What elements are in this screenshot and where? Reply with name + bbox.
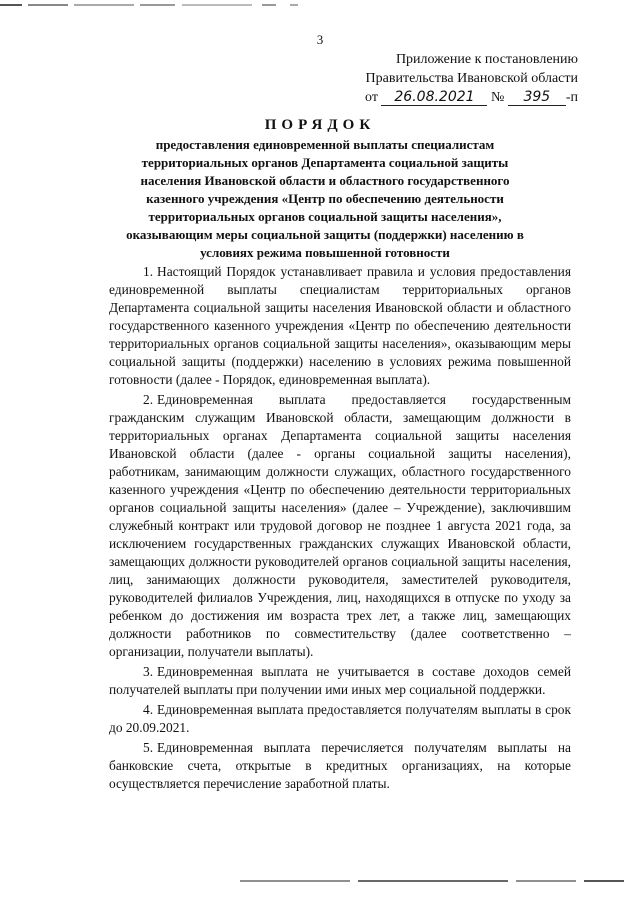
paragraph-number: 4.: [143, 702, 154, 717]
order-number-handwritten: 395: [508, 89, 566, 106]
appendix-line-1: Приложение к постановлению: [395, 52, 578, 67]
paragraph-number: 5.: [143, 740, 154, 755]
appendix-header: [365, 50, 578, 107]
order-number-sign: №: [490, 90, 505, 105]
page-number: 3: [316, 32, 324, 47]
paragraph-3: [109, 663, 571, 699]
appendix-line-2: Правительства Ивановской области: [365, 71, 578, 86]
paragraph-number: 2.: [143, 392, 154, 407]
scan-artifact-top: [0, 4, 310, 8]
paragraph-text: Настоящий Порядок устанавливает правила и условия предоставления единовременной выплаты специалистам территориальных органов Департамента социальной защиты населения Ивановской области и областного государственного казенного учреждения «Центр по обеспечению деятельности территориальных органов социальной защиты населения», оказывающим меры социальной защиты (поддержки) населению в условиях режима повышенной готовности (далее - Порядок, единовременная выплата).: [109, 264, 571, 387]
paragraph-number: 3.: [143, 664, 154, 679]
document-body: [109, 263, 571, 795]
order-from: от: [365, 90, 378, 105]
order-suffix: -п: [565, 90, 578, 105]
paragraph-5: [109, 739, 571, 793]
order-line: [365, 88, 578, 107]
paragraph-text: Единовременная выплата предоставляется получателям выплаты в срок до 20.09.2021.: [109, 702, 571, 735]
paragraph-2: [109, 391, 571, 661]
document-title: ПОРЯДОК: [264, 117, 376, 133]
order-date-handwritten: 26.08.2021: [381, 89, 487, 106]
paragraph-number: 1.: [143, 264, 154, 279]
paragraph-text: Единовременная выплата предоставляется государственным гражданским служащим Ивановской области, замещающим должности в территориальных органах Департамента социальной защиты населения Ивановской области (далее - органы социальной защиты населения), работникам, занимающим должности служащих, областного государственного казенного учреждения «Центр по обеспечению деятельности территориальных органов социальной защиты населения» (далее – Учреждение), заключившим служебный контракт или трудовой договор не позднее 1 августа 2021 года, за исключением государственных гражданских служащих Ивановской области, замещающих должности руководителей органов социальной защиты населения, лиц, занимающих должности руководителя, заместителей руководителя, руководителей филиалов Учреждения, лиц, находящихся в отпуске по уходу за ребенком до достижения им возраста трех лет, а также лиц, замещающих должности работников по совместительству (далее соответственно – организации, получатели выплаты).: [109, 392, 571, 659]
paragraph-text: Единовременная выплата перечисляется получателям выплаты на банковские счета, открытые в кредитных организациях, на которые осуществляется перечисление заработной платы.: [109, 740, 571, 791]
paragraph-1: [109, 263, 571, 389]
document-subtitle: предоставления единовременной выплаты специалистам территориальных органов Департамента социальной защиты населения Ивановской области и областного государственного казенного учреждения «Центр по обеспечению деятельности территориальных органов социальной защиты населения», оказывающим меры социальной защиты (поддержки) населению в условиях режима повышенной готовности: [126, 137, 524, 260]
paragraph-4: [109, 701, 571, 737]
scan-artifact-bottom: [240, 880, 640, 884]
paragraph-text: Единовременная выплата не учитывается в составе доходов семей получателей выплаты при получении ими иных мер социальной поддержки.: [109, 664, 571, 697]
